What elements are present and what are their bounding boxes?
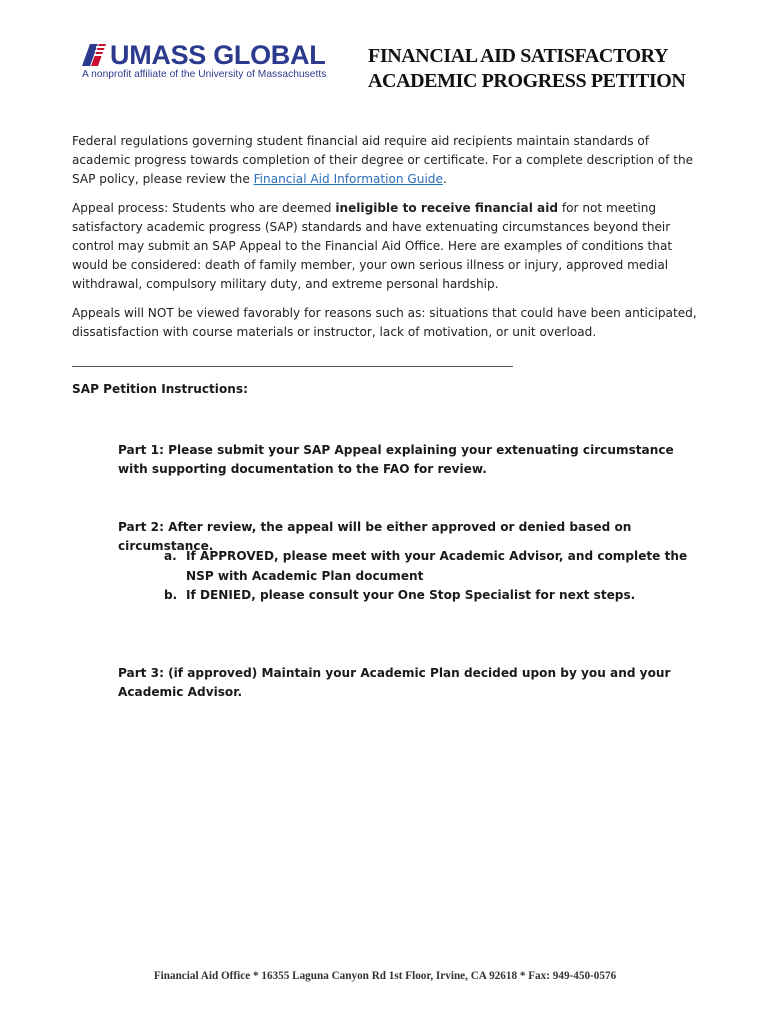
intro-text: Federal regulations governing student financial aid require aid recipients maintain standards of academic progress towards completion of their degree or certificate. For a complete description of the SAP policy, please review the [72,134,694,186]
info-guide-link[interactable]: Financial Aid Information Guide [253,172,443,186]
instructions-heading: SAP Petition Instructions: [72,382,248,396]
part-2: Part 2: After review, the appeal will be either approved or denied based on circumstance. [118,520,632,553]
appeal-rest: for not meeting satisfactory academic progress (SAP) standards and have extenuating circumstances beyond their control may submit an SAP Appeal to the Financial Aid Office. Here are examples of conditions that would be considered: death of family member, your own serious illness or injury, approved medial withdrawal, compulsory military duty, and extreme personal hardship. [72,201,673,291]
flag-icon [82,44,106,66]
not-favorable-paragraph: Appeals will NOT be viewed favorably for reasons such as: situations that could have been anticipated, dissatisfaction with course materials or instructor, lack of motivation, or unit overload. [72,306,697,339]
divider-line [72,366,513,367]
part-3: Part 3: (if approved) Maintain your Academic Plan decided upon by you and your Academic Advisor. [118,666,671,699]
list-marker: a. [164,549,177,563]
list-item-text: If DENIED, please consult your One Stop Specialist for next steps. [186,588,636,602]
umass-global-logo [82,42,332,80]
intro-period: . [442,172,447,186]
list-marker: b. [164,588,178,602]
document-title [368,44,728,94]
intro-paragraph [72,132,702,189]
title-line-1: FINANCIAL AID SATISFACTORY [368,45,669,67]
list-item-text: If APPROVED, please meet with your Academic Advisor, and complete the NSP with Academic Plan document [186,549,688,583]
title-line-2: ACADEMIC PROGRESS PETITION [368,70,686,92]
appeal-paragraph [72,199,702,294]
footer-address: Financial Aid Office * 16355 Laguna Canyon Rd 1st Floor, Irvine, CA 92618 * Fax: 949-450-0576 [153,970,617,982]
logo-tagline: A nonprofit affiliate of the University of Massachusetts [82,69,327,80]
logo-wordmark: UMASS GLOBAL [110,40,326,70]
appeal-lead: Appeal process: Students who are deemed [72,201,336,215]
part-2-item-a [164,547,694,586]
appeal-bold-text: ineligible to receive financial aid [335,201,559,215]
part-1: Part 1: Please submit your SAP Appeal explaining your extenuating circumstance with supporting documentation to the FAO for review. [118,443,674,476]
part-2-item-b [164,586,694,606]
